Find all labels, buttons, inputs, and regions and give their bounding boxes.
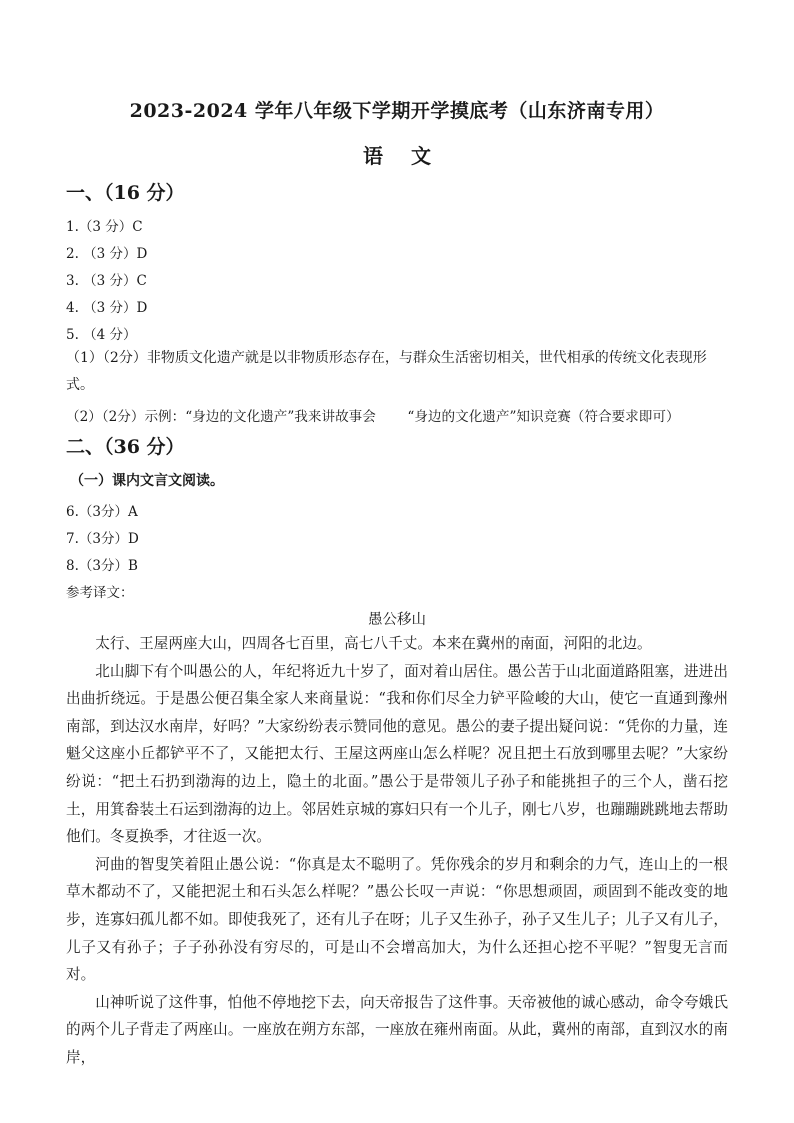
- answer-4: 4. （3 分）D: [66, 300, 148, 316]
- paragraph: 太行、王屋两座大山，四周各七百里，高七八千丈。本来在冀州的南面，河阳的北边。: [95, 635, 652, 652]
- subject-char-1: 语: [363, 144, 383, 168]
- answer-6: 6.（3分）A: [66, 504, 138, 520]
- answer-2: 2. （3 分）D: [66, 246, 148, 262]
- answer-7: 7.（3分）D: [66, 531, 139, 547]
- document-title: 2023-2024 学年八年级下学期开学摸底考（山东济南专用）: [129, 100, 665, 122]
- answer-5-part-2: （2）（2分）示例：“身边的文化遗产”我来讲故事会 “身边的文化遗产”知识竞赛（符合要求即可）: [66, 409, 680, 425]
- reference-translation-label: 参考译文：: [66, 585, 134, 601]
- answer-5-part-1: （1）（2分）非物质文化遗产就是以非物质形态存在，与群众生活密切相关，世代相承的传统文化表现形式。: [66, 350, 707, 393]
- translation-body: [66, 630, 728, 1072]
- section-2-heading: 二、（36 分）: [66, 436, 185, 458]
- subject-title: [0, 140, 794, 169]
- subsection-heading: （一）课内文言文阅读。: [70, 473, 224, 489]
- paragraph: 北山脚下有个叫愚公的人，年纪将近九十岁了，面对着山居住。愚公苦于山北面道路阻塞，进进出出曲折绕远。于是愚公便召集全家人来商量说：“我和你们尽全力铲平险峻的大山，使它一直通到豫州南部，到达汉水南岸，好吗？”大家纷纷表示赞同他的意见。愚公的妻子提出疑问说：“凭你的力量，连魁父这座小丘都铲平不了，又能把太行、王屋这两座山怎么样呢？况且把土石放到哪里去呢？”大家纷纷说：“把土石扔到渤海的边上，隐土的北面。”愚公于是带领儿子孙子和能挑担子的三个人，凿石挖土，用箕畚装土石运到渤海的边上。邻居姓京城的寡妇只有一个儿子，刚七八岁，也蹦蹦跳跳地去帮助他们。冬夏换季，才往返一次。: [66, 662, 728, 846]
- paragraph: 山神听说了这件事，怕他不停地挖下去，向天帝报告了这件事。天帝被他的诚心感动，命令夸娥氏的两个儿子背走了两座山。一座放在朔方东部，一座放在雍州南面。从此，冀州的南部，直到汉水的南岸，: [66, 993, 728, 1066]
- answer-5: 5. （4 分）: [66, 327, 137, 343]
- subject-char-2: 文: [411, 144, 431, 168]
- paragraph: 河曲的智叟笑着阻止愚公说：“你真是太不聪明了。凭你残余的岁月和剩余的力气，连山上的一根草木都动不了，又能把泥土和石头怎么样呢？”愚公长叹一声说：“你思想顽固，顽固到不能改变的地步，连寡妇孤儿都不如。即使我死了，还有儿子在呀；儿子又生孙子，孙子又生儿子；儿子又有儿子，儿子又有孙子；子子孙孙没有穷尽的，可是山不会增高加大，为什么还担心挖不平呢？”智叟无言而对。: [66, 855, 728, 984]
- answer-3: 3. （3 分）C: [66, 273, 147, 289]
- story-title: 愚公移山: [368, 612, 426, 628]
- answer-1: 1.（3 分）C: [66, 219, 143, 235]
- section-1-heading: 一、（16 分）: [66, 182, 185, 204]
- answer-8: 8.（3分）B: [66, 558, 138, 574]
